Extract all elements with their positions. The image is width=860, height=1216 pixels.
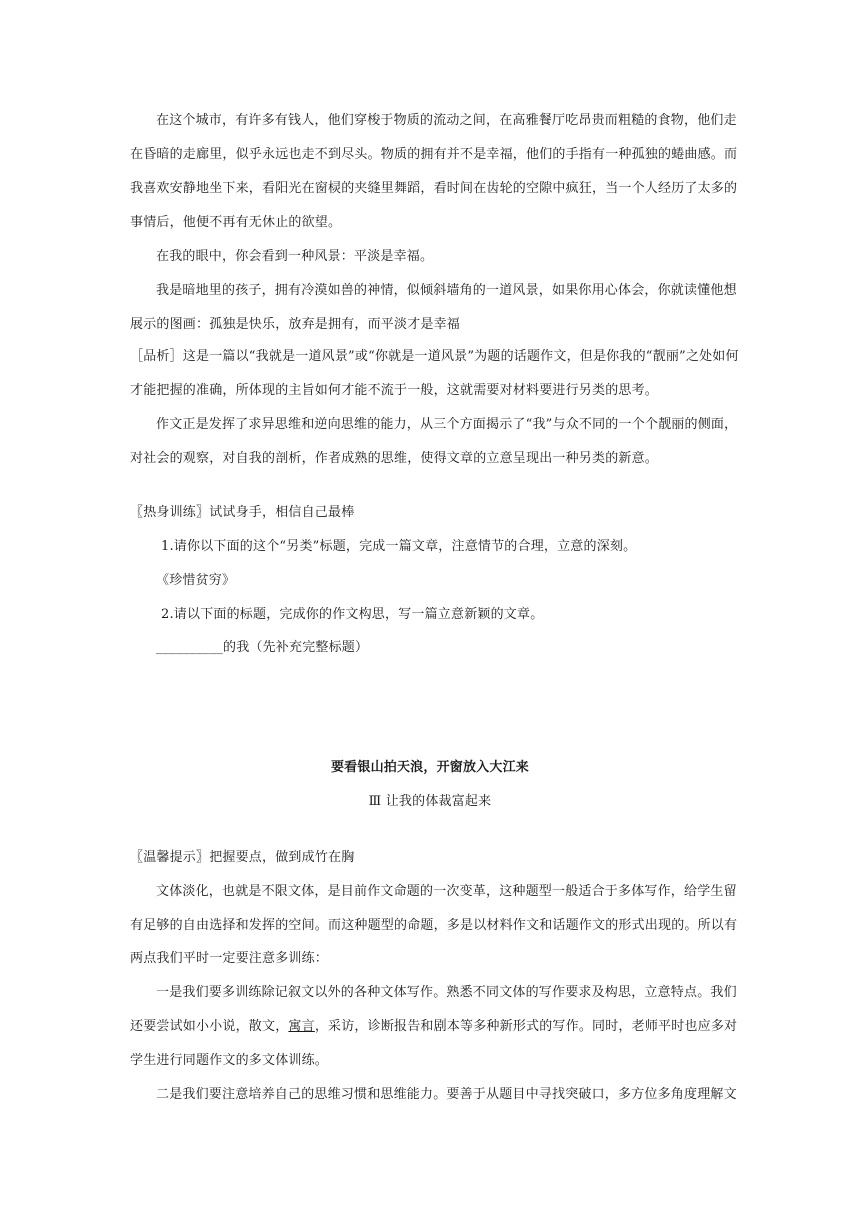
analysis-line1: ［品析］这是一篇以“我就是一道风景”或“你就是一道风景”为题的话题作文，但是你我的“靓丽”之处如何 bbox=[130, 349, 739, 364]
essay-p1-line1: 在这个城市，有许多有钱人，他们穿梭于物质的流动之间，在高雅餐厅吃昂贵而粗糙的食物，他们走 bbox=[156, 113, 737, 128]
underlined-term: 寓言 bbox=[288, 1019, 315, 1034]
tip-p2-line2-end: ，采访，诊断报告和剧本等多种新形式的写作。同时，老师平时也应多对 bbox=[314, 1019, 738, 1034]
essay-p1-line2: 在昏暗的走廊里，似乎永远也走不到尽头。物质的拥有并不是幸福，他们的手指有一种孤独的蜷曲感。而 bbox=[130, 147, 738, 162]
essay-p1-line4: 事情后，他便不再有无休止的欲望。 bbox=[130, 215, 342, 230]
analysis-line2: 才能把握的准确，所体现的主旨如何才能不流于一般，这就需要对材料要进行另类的思考。 bbox=[130, 383, 659, 398]
tip-heading: 〖温馨提示〗把握要点，做到成竹在胸 bbox=[130, 850, 355, 865]
tip-p1-line1: 文体淡化，也就是不限文体，是目前作文命题的一次变革，这种题型一般适合于多体写作，给学生留 bbox=[156, 884, 737, 899]
warmup-item1-title: 《珍惜贫穷》 bbox=[156, 573, 236, 588]
tip-p2-line2-start: 还要尝试如小小说，散文， bbox=[130, 1019, 289, 1034]
essay-p4-line1: 作文正是发挥了求异思维和逆向思维的能力，从三个方面揭示了“我”与众不同的一个个靓丽的侧面， bbox=[156, 417, 738, 432]
tip-p2-line1: 一是我们要多训练除记叙文以外的各种文体写作。熟悉不同文体的写作要求及构思，立意特点。我们 bbox=[156, 985, 737, 1000]
tip-p2-line2 bbox=[130, 1019, 737, 1035]
tip-p2-line3: 学生进行同题作文的多文体训练。 bbox=[130, 1053, 329, 1068]
warmup-item2: 2.请以下面的标题，完成你的作文构思，写一篇立意新颖的文章。 bbox=[161, 607, 544, 622]
essay-p3-line1: 我是暗地里的孩子，拥有冷漠如兽的神情，似倾斜墙角的一道风景，如果你用心体会，你就读懂他想 bbox=[156, 283, 737, 298]
warmup-item1: 1.请你以下面的这个“另类”标题，完成一篇文章，注意情节的合理，立意的深刻。 bbox=[161, 539, 637, 554]
essay-p4-line2: 对社会的观察，对自我的剖析，作者成熟的思维，使得文章的立意呈现出一种另类的新意。 bbox=[130, 451, 659, 466]
warmup-heading: 〖热身训练〗试试身手，相信自己最棒 bbox=[130, 505, 355, 520]
section-subtitle: Ⅲ 让我的体裁富起来 bbox=[368, 794, 492, 809]
section-title: 要看银山拍天浪，开窗放入大江来 bbox=[330, 760, 529, 775]
essay-p3-line2: 展示的图画：孤独是快乐，放弃是拥有，而平淡才是幸福 bbox=[130, 317, 461, 332]
tip-p3-line1: 二是我们要注意培养自己的思维习惯和思维能力。要善于从题目中寻找突破口，多方位多角度理解文 bbox=[156, 1087, 737, 1102]
essay-p1-line3: 我喜欢安静地坐下来，看阳光在窗棂的夹缝里舞蹈，看时间在齿轮的空隙中疯狂，当一个人经历了太多的 bbox=[130, 181, 738, 196]
tip-p1-line2: 有足够的自由选择和发挥的空间。而这种题型的命题，多是以材料作文和话题作文的形式出现的。所以有 bbox=[130, 918, 738, 933]
warmup-item2-blank: __________的我（先补充完整标题） bbox=[156, 640, 369, 655]
essay-p2: 在我的眼中，你会看到一种风景：平淡是幸福。 bbox=[156, 249, 434, 264]
tip-p1-line3: 两点我们平时一定要注意多训练： bbox=[130, 951, 329, 966]
